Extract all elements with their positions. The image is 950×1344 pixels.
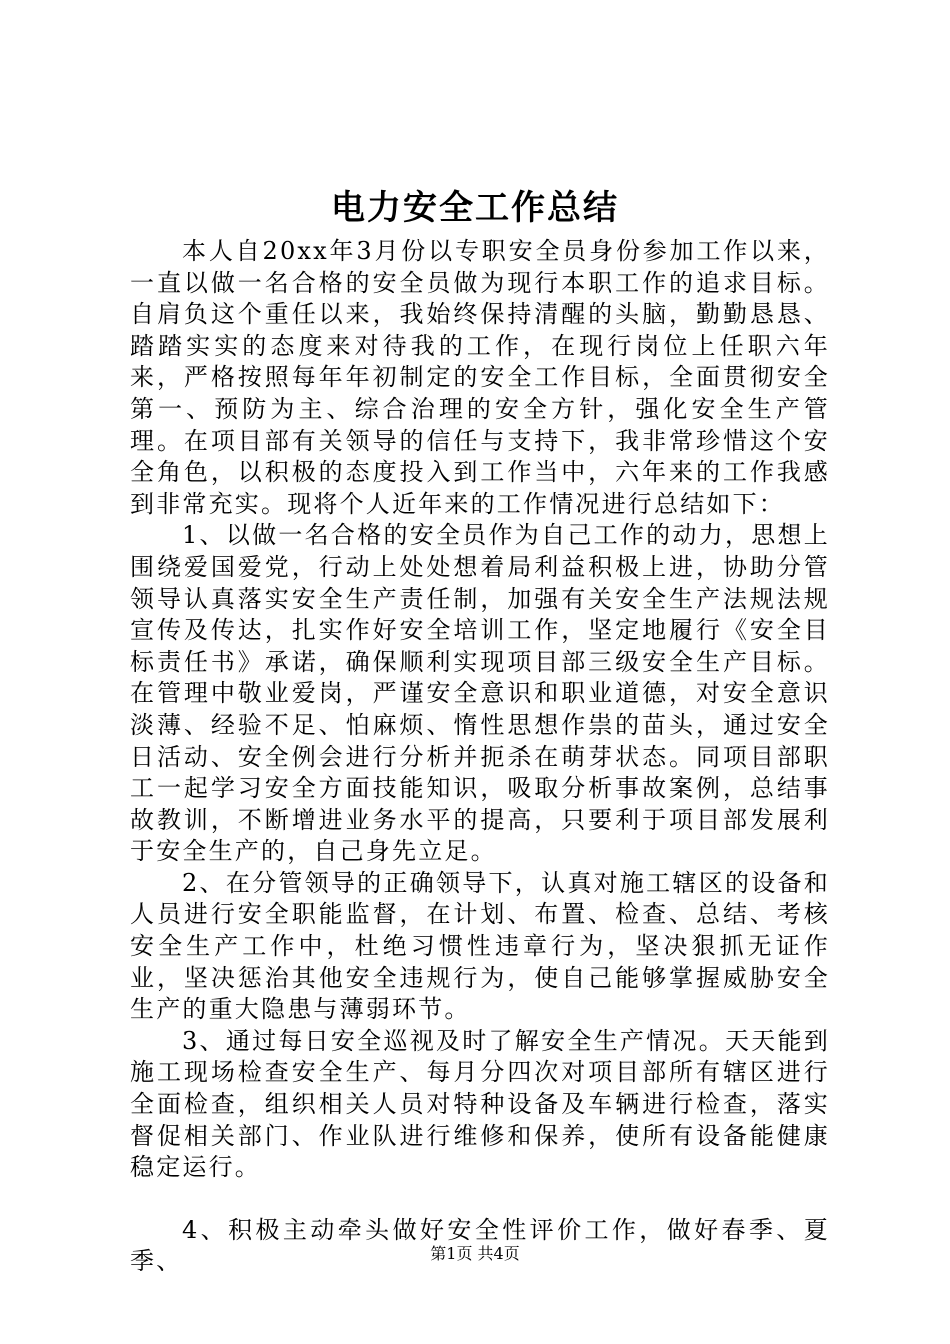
item-1-paragraph: 1、以做一名合格的安全员作为自己工作的动力，思想上围绕爱国爱党，行动上处处想着局利益积极上进，协助分管领导认真落实安全生产责任制，加强有关安全生产法规法规宣传及传达，扎实作好安全培训工作，坚定地履行《安全目标责任书》承诺，确保顺利实现项目部三级安全生产目标。在管理中敬业爱岗，严谨安全意识和职业道德，对安全意识淡薄、经验不足、怕麻烦、惰性思想作祟的苗头，通过安全日活动、安全例会进行分析并扼杀在萌芽状态。同项目部职工一起学习安全方面技能知识，吸取分析事故案例，总结事故教训，不断增进业务水平的提高，只要利于项目部发展利于安全生产的，自己身先立足。	[130, 521, 830, 866]
document-title: 电力安全工作总结	[331, 188, 619, 228]
item-2-paragraph: 2、在分管领导的正确领导下，认真对施工辖区的设备和人员进行安全职能监督，在计划、布置、检查、总结、考核安全生产工作中，杜绝习惯性违章行为，坚决狠抓无证作业，坚决惩治其他安全违规行为，使自己能够掌握威胁安全生产的重大隐患与薄弱环节。	[130, 868, 830, 1024]
document-body	[130, 236, 830, 1278]
page-footer: 第1页 共4页	[430, 1244, 520, 1263]
intro-paragraph: 本人自20xx年3月份以专职安全员身份参加工作以来，一直以做一名合格的安全员做为现行本职工作的追求目标。自肩负这个重任以来，我始终保持清醒的头脑，勤勤恳恳、踏踏实实的态度来对待我的工作，在现行岗位上任职六年来，严格按照每年年初制定的安全工作目标，全面贯彻安全第一、预防为主、综合治理的安全方针，强化安全生产管理。在项目部有关领导的信任与支持下，我非常珍惜这个安全角色，以积极的态度投入到工作当中，六年来的工作我感到非常充实。现将个人近年来的工作情况进行总结如下：	[130, 237, 830, 518]
item-3-paragraph: 3、通过每日安全巡视及时了解安全生产情况。天天能到施工现场检查安全生产、每月分四次对项目部所有辖区进行全面检查，组织相关人员对特种设备及车辆进行检查，落实督促相关部门、作业队进行维修和保养，使所有设备能健康稳定运行。	[130, 1026, 830, 1182]
item-4-paragraph: 4、积极主动牵头做好安全性评价工作，做好春季、夏季、	[130, 1215, 830, 1276]
